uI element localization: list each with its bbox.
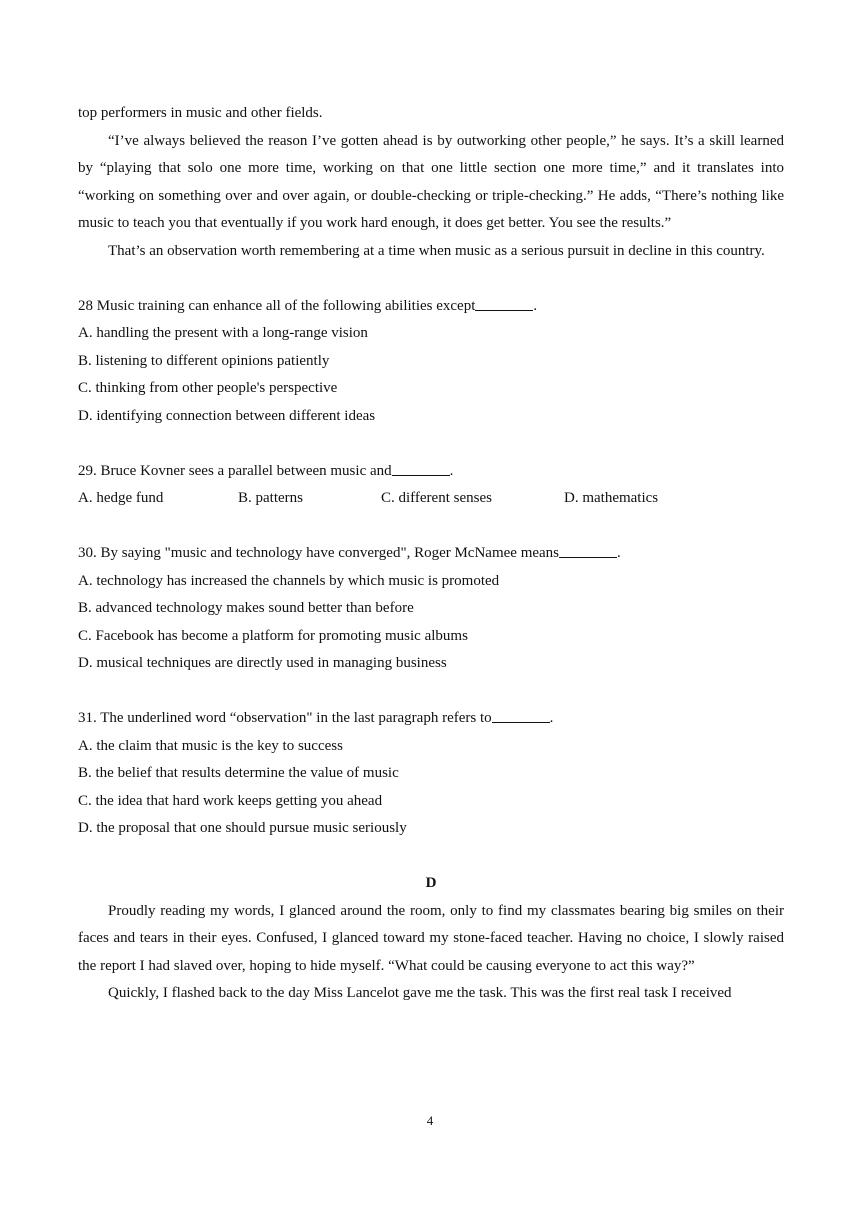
question-stem: 28 Music training can enhance all of the following abilities except . bbox=[78, 297, 538, 314]
option: C. Facebook has become a platform for promoting music albums bbox=[78, 627, 468, 644]
option: B. advanced technology makes sound better than before bbox=[78, 600, 414, 616]
question-30 bbox=[78, 540, 784, 678]
option: B. the belief that results determine the value of music bbox=[78, 765, 399, 781]
answer-blank bbox=[475, 310, 533, 311]
question-28 bbox=[78, 293, 784, 431]
option: C. different senses bbox=[381, 490, 492, 506]
question-stem: 30. By saying "music and technology have converged", Roger McNamee means . bbox=[78, 545, 621, 561]
answer-blank bbox=[492, 722, 550, 723]
section-paragraph: Quickly, I flashed back to the day Miss Lancelot gave me the task. This was the first real task I received bbox=[108, 985, 732, 1001]
option: C. the idea that hard work keeps getting you ahead bbox=[78, 792, 383, 809]
passage-continuation-line: top performers in music and other fields. bbox=[78, 105, 323, 121]
section-paragraph: Proudly reading my words, I glanced around the room, only to find my classmates bearing big smiles on their faces and tears in their eyes. Confused, I glanced toward my stone-faced teacher. Having no choice, I slowly raised the report I had slaved over, hoping to hide myself. “What could be causing everyone to act this way?” bbox=[78, 902, 784, 974]
option: D. identifying connection between different ideas bbox=[78, 407, 376, 424]
question-stem: 29. Bruce Kovner sees a parallel between music and . bbox=[78, 462, 454, 479]
answer-blank bbox=[559, 557, 617, 558]
page-number: 4 bbox=[426, 1113, 434, 1128]
option: D. mathematics bbox=[564, 490, 659, 506]
option: A. handling the present with a long-range vision bbox=[78, 325, 368, 341]
option: B. patterns bbox=[238, 490, 303, 506]
answer-blank bbox=[392, 475, 450, 476]
option: B. listening to different opinions patiently bbox=[78, 352, 330, 369]
question-29 bbox=[78, 458, 784, 513]
option: D. musical techniques are directly used in managing business bbox=[78, 655, 447, 671]
option: A. hedge fund bbox=[78, 490, 164, 506]
option: C. thinking from other people's perspective bbox=[78, 380, 338, 396]
option: A. technology has increased the channels by which music is promoted bbox=[78, 572, 500, 589]
option: A. the claim that music is the key to success bbox=[78, 737, 343, 754]
options-row bbox=[78, 485, 784, 513]
option: D. the proposal that one should pursue music seriously bbox=[78, 820, 407, 836]
question-31 bbox=[78, 705, 784, 843]
question-stem: 31. The underlined word “observation" in the last paragraph refers to . bbox=[78, 710, 554, 726]
section-heading: D bbox=[425, 875, 437, 891]
passage-paragraph: That’s an observation worth remembering at a time when music as a serious pursuit in decline in this country. bbox=[108, 242, 765, 259]
passage-paragraph: “I’ve always believed the reason I’ve gotten ahead is by outworking other people,” he says. It’s a skill learned by “playing that solo one more time, working on that one little section one more time,” and it translates into “working on something over and over again, or double-checking or triple-checking.” He adds, “There’s nothing like music to teach you that eventually if you work hard enough, it does get better. You see the results.” bbox=[78, 132, 784, 231]
document-page bbox=[78, 100, 784, 1008]
